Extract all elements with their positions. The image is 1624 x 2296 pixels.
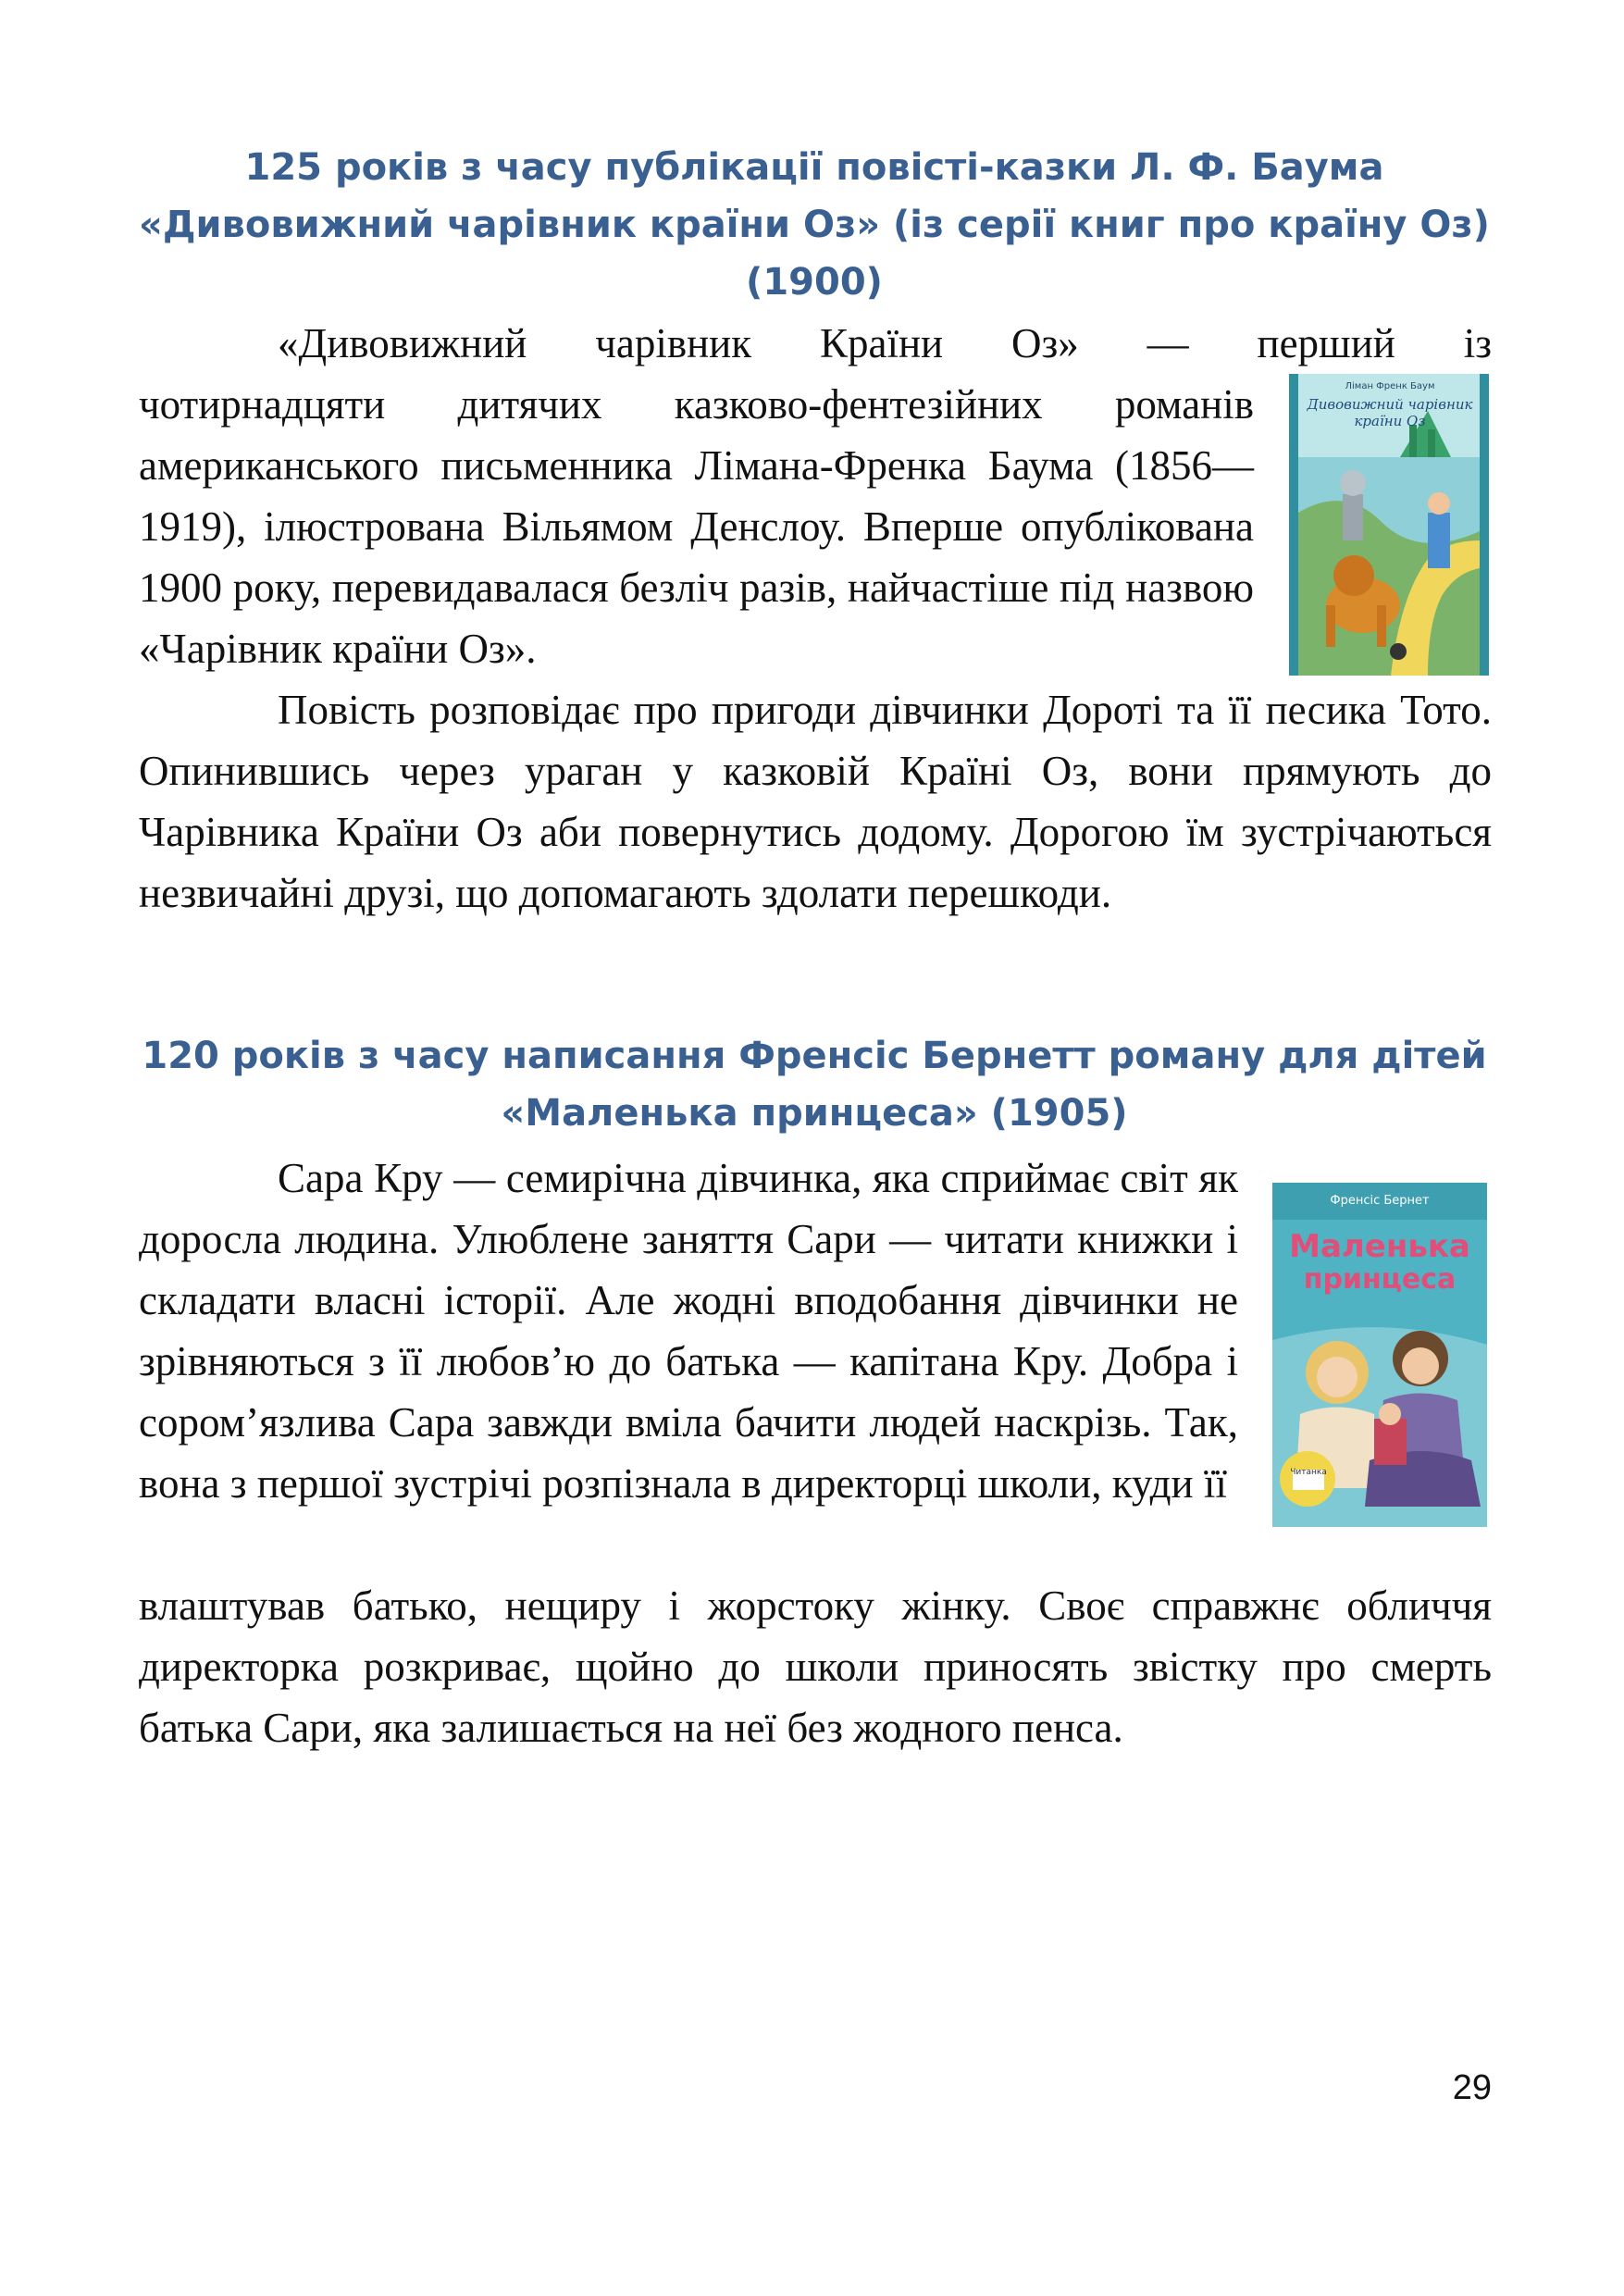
section1-heading-line2: «Дивовижний чарівник країни Оз» (із серії книг про країну Оз)	[139, 204, 1490, 246]
page-number: 29	[1452, 2068, 1492, 2107]
princess-cover-author: Френсіс Бернет	[1330, 1194, 1430, 1208]
section2-heading-line1: 120 років з часу написання Френсіс Бернетт роману для дітей	[142, 1035, 1487, 1077]
section2-heading-line2: «Маленька принцеса» (1905)	[501, 1092, 1128, 1135]
section2-para-full	[139, 1575, 1492, 1758]
oz-cover-title: Дивовижний чарівник країни Оз	[1307, 396, 1473, 429]
section1-para2-text: Повість розповідає про пригоди дівчинки Дороті та її песика Тото. Опинившись через ураган у казковій Країні Оз, вони прямують до Чарівника Країни Оз аби повернутись додому. Дорогою їм зустрічаються незвичайні друзі, що допомагають здолати перешкоди.	[139, 687, 1492, 916]
princess-book-cover	[1272, 1183, 1487, 1527]
section1-heading-line3: (1900)	[746, 261, 883, 304]
section2-para-wrap	[139, 1148, 1238, 1514]
princess-cover-badge: Читанка	[1290, 1468, 1327, 1477]
section1-para1-text: чотирнадцяти дитячих казково-фентезійних романів американського письменника Лімана-Френка Баума (1856—1919), ілюстрована Вільямом Денслоу. Вперше опублікована 1900 року, перевидавалася безліч разів, найчастіше під назвою «Чарівник країни Оз».	[139, 381, 1254, 672]
section1-para2	[139, 679, 1492, 924]
princess-cover-title-line2: принцеса	[1303, 1263, 1457, 1296]
princess-cover-title-line1: Маленька	[1289, 1228, 1470, 1265]
section2-para-full-text: влаштував батько, нещиру і жорстоку жінку. Своє справжнє обличчя директорка розкриває, щойно до школи приносять звістку про смерть батька Сари, яка залишається на неї без жодного пенса.	[139, 1582, 1492, 1751]
section2-heading	[139, 1027, 1490, 1142]
section1-heading	[139, 139, 1490, 311]
oz-book-cover	[1289, 374, 1489, 676]
section2-para-wrap-text: Сара Кру — семирічна дівчинка, яка сприймає світ як доросла людина. Улюблене заняття Сари — читати книжки і складати власні історії. Але жодні вподобання дівчинки не зрівняються з її любов’ю до батька — капітана Кру. Добра і сором’язлива Сара завжди вміла бачити людей наскрізь. Так, вона з першої зустрічі розпізнала в директорці школи, куди її	[139, 1155, 1238, 1507]
section1-para1-wrap	[139, 374, 1254, 679]
section1-heading-line1: 125 років з часу публікації повісті-казки Л. Ф. Баума	[244, 146, 1384, 189]
oz-cover-author: Ліман Френк Баум	[1345, 381, 1435, 391]
section1-para1-first-line: «Дивовижний чарівник Країни Оз» — перший із	[278, 320, 1492, 366]
